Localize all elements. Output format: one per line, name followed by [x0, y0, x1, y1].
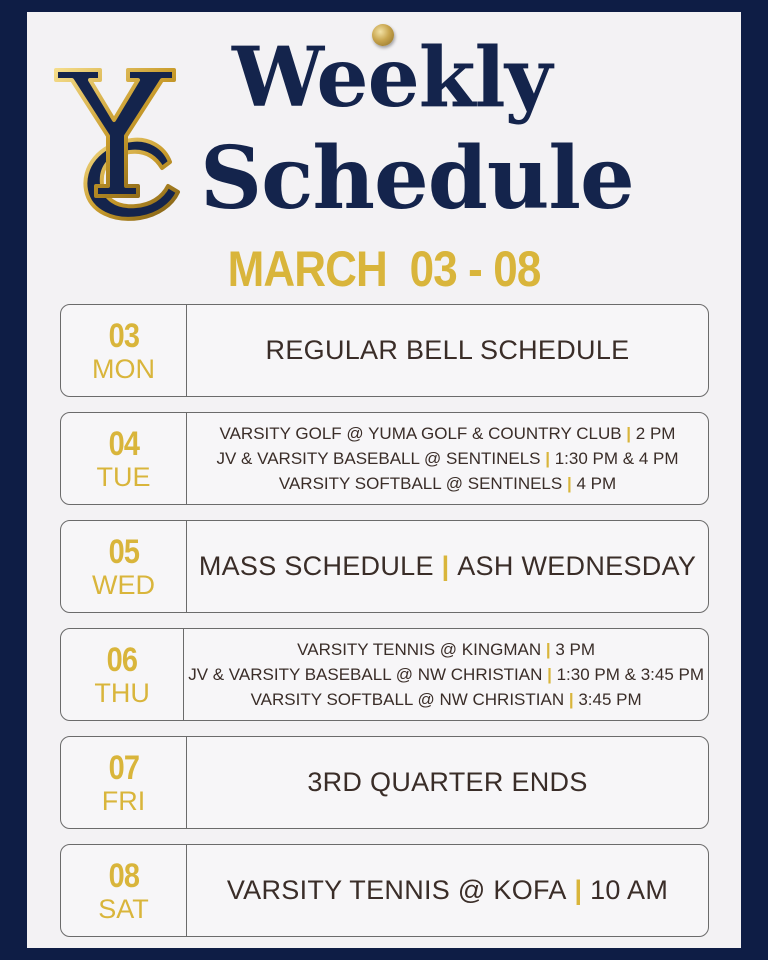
separator: |	[540, 449, 555, 468]
event-text: VARSITY GOLF @ YUMA GOLF & COUNTRY CLUB	[219, 424, 622, 443]
event-line	[188, 662, 704, 687]
separator: |	[621, 424, 636, 443]
event-line	[220, 421, 676, 446]
separator: |	[566, 875, 591, 905]
schedule-row	[60, 844, 709, 937]
separator: |	[542, 665, 557, 684]
title-weekly: Weekly	[232, 30, 552, 126]
event-text: VARSITY SOFTBALL @ SENTINELS	[278, 474, 563, 493]
event-line	[199, 551, 696, 582]
day-name: WED	[92, 569, 155, 600]
events-cell	[187, 413, 708, 504]
event-text: 2 PM	[635, 424, 676, 443]
school-logo	[52, 60, 197, 225]
event-text: MASS SCHEDULE	[198, 551, 434, 581]
event-text: JV & VARSITY BASEBALL @ SENTINELS	[216, 449, 541, 468]
day-cell	[61, 413, 187, 504]
event-text: 10 AM	[590, 875, 669, 905]
day-name: TUE	[96, 461, 151, 492]
separator: |	[564, 690, 579, 709]
day-number: 07	[108, 748, 139, 787]
day-cell	[61, 521, 187, 612]
event-text: 3:45 PM	[578, 690, 642, 709]
day-cell	[61, 737, 187, 828]
schedule-row	[60, 628, 709, 721]
separator: |	[433, 551, 458, 581]
event-line	[251, 687, 642, 712]
day-name: FRI	[101, 785, 146, 816]
event-text: 1:30 PM & 4 PM	[554, 449, 679, 468]
events-cell	[187, 737, 708, 828]
event-text: VARSITY SOFTBALL @ NW CHRISTIAN	[250, 690, 565, 709]
event-line	[266, 335, 630, 366]
event-text: 4 PM	[576, 474, 617, 493]
day-number: 05	[108, 532, 139, 571]
day-cell	[61, 305, 187, 396]
day-number: 06	[106, 640, 138, 679]
event-line	[297, 637, 595, 662]
day-cell	[61, 629, 184, 720]
event-line	[307, 767, 587, 798]
day-name: THU	[94, 677, 150, 708]
schedule-row	[60, 520, 709, 613]
day-number: 03	[108, 316, 139, 355]
event-text: VARSITY TENNIS @ KINGMAN	[297, 640, 542, 659]
day-cell	[61, 845, 187, 936]
day-number: 04	[108, 424, 139, 463]
events-cell	[184, 629, 708, 720]
day-name: MON	[92, 353, 155, 384]
events-cell	[187, 845, 708, 936]
event-text: REGULAR BELL SCHEDULE	[265, 335, 630, 365]
event-text: 3RD QUARTER ENDS	[307, 767, 588, 797]
event-text: VARSITY TENNIS @ KOFA	[226, 875, 567, 905]
separator: |	[541, 640, 556, 659]
event-text: 1:30 PM & 3:45 PM	[556, 665, 704, 684]
schedule-row	[60, 412, 709, 505]
day-name: SAT	[98, 893, 149, 924]
event-text: JV & VARSITY BASEBALL @ NW CHRISTIAN	[188, 665, 543, 684]
events-cell	[187, 521, 708, 612]
day-number: 08	[108, 856, 139, 895]
schedule-row	[60, 736, 709, 829]
separator: |	[562, 474, 577, 493]
event-text: ASH WEDNESDAY	[457, 551, 697, 581]
events-cell	[187, 305, 708, 396]
event-line	[279, 471, 616, 496]
event-text: 3 PM	[555, 640, 596, 659]
title-schedule: Schedule	[200, 128, 634, 229]
date-range: MARCH 03 - 08	[227, 241, 541, 297]
event-line	[227, 875, 668, 906]
event-line	[217, 446, 679, 471]
schedule-row	[60, 304, 709, 397]
